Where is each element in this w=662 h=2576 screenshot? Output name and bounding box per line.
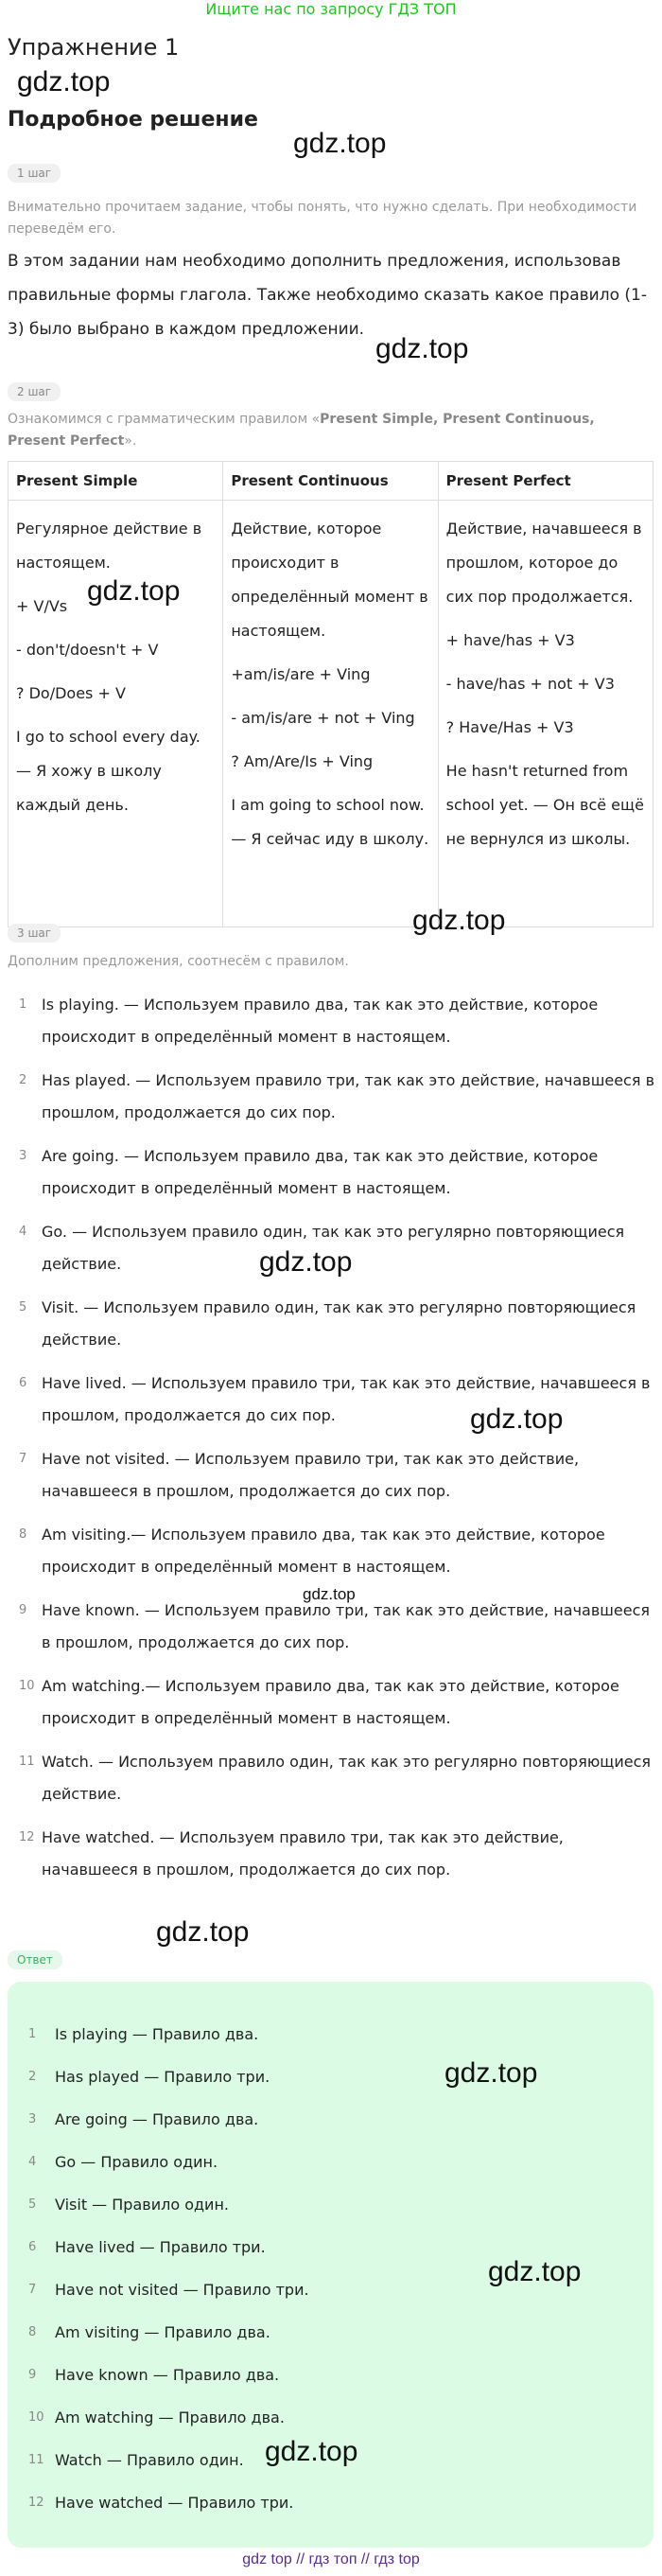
list-item: 1 Is playing. — Используем правило два, так как это действие, которое происходит в определённый момент в настоящем. (19, 996, 599, 1046)
step-3-hint: Дополним предложения, соотнесём с правилом. (8, 954, 349, 969)
rule-question: ? Am/Are/Is + Ving (231, 752, 374, 770)
rule-example: He hasn't returned from school yet. — Он всё ещё не вернулся из школы. (445, 762, 644, 848)
answer-text: Has played — Правило три. (55, 2068, 270, 2086)
step-1-text: В этом задании нам необходимо дополнить предложения, использовав правильные формы глагола. Также необходимо сказать какое правило (1-3) было выбрано в каждом предложении. (8, 252, 647, 339)
rule-description: Действие, начавшееся в прошлом, которое до сих пор продолжается. (445, 520, 642, 606)
watermark: gdz.top (444, 2057, 538, 2089)
watermark: gdz.top (87, 575, 181, 607)
solution-text: Visit. — Используем правило один, так как это регулярно повторяющиеся действие. (42, 1298, 636, 1349)
grammar-rules-table (8, 461, 653, 927)
step-1-badge: 1 шаг (8, 164, 61, 183)
rule-example: I go to school every day. — Я хожу в школу каждый день. (16, 728, 200, 814)
step-2-hint-prefix: Ознакомимся с грамматическим правилом « (8, 412, 321, 427)
watermark: gdz.top (375, 333, 469, 364)
list-item: 3 Are going. — Используем правило два, так как это действие, которое происходит в определённый момент в настоящем. (19, 1147, 599, 1197)
watermark: gdz.top (265, 2436, 358, 2467)
present-simple-cell (9, 501, 223, 927)
rule-affirmative: + have/has + V3 (445, 631, 575, 649)
table-header-row (9, 462, 653, 501)
watermark: gdz.top (17, 66, 111, 97)
list-item: 1 Is playing — Правило два. (28, 2025, 259, 2043)
list-item: 9 Have known — Правило два. (28, 2366, 280, 2384)
list-item: 8 Am visiting.— Используем правило два, так как это действие, которое происходит в определённый момент в настоящем. (19, 1526, 605, 1576)
header-present-simple: Present Simple (9, 462, 223, 501)
step-2-hint (8, 409, 654, 452)
watermark: gdz.top (470, 1403, 564, 1435)
rule-example: I am going to school now. — Я сейчас иду в школу. (231, 796, 429, 848)
watermark: gdz.top (156, 1916, 250, 1948)
step-3 (8, 923, 654, 943)
watermark: gdz.top (412, 905, 506, 936)
solution-list (8, 989, 654, 1897)
list-item: 6 Have lived — Правило три. (28, 2238, 266, 2256)
answer-badge: Ответ (8, 1950, 62, 1969)
watermark: gdz.top (259, 1246, 353, 1278)
exercise-title: Упражнение 1 (8, 34, 180, 61)
solution-text: Have not visited. — Используем правило три, так как это действие, начавшееся в прошлом, продолжается до сих пор. (42, 1450, 580, 1500)
solution-text: Am visiting.— Используем правило два, так как это действие, которое происходит в определённый момент в настоящем. (42, 1526, 605, 1576)
answer-text: Have watched — Правило три. (55, 2494, 294, 2512)
answer-text: Have lived — Правило три. (55, 2238, 266, 2256)
solution-text: Have lived. — Используем правило три, так как это действие, начавшееся в прошлом, продолжается до сих пор. (42, 1374, 651, 1424)
answer-text: Have known — Правило два. (55, 2366, 280, 2384)
step-1-hint: Внимательно прочитаем задание, чтобы понять, что нужно сделать. При необходимости переведём его. (8, 200, 637, 237)
list-item: 10 Am watching.— Используем правило два, так как это действие, которое происходит в определённый момент в настоящем. (19, 1677, 619, 1727)
watermark: gdz.top (303, 1585, 356, 1603)
rule-negative: - don't/doesn't + V (16, 641, 159, 659)
list-item: 5 Visit — Правило один. (28, 2196, 229, 2214)
answer-section (8, 1950, 654, 1969)
list-item: 2 Has played. — Используем правило три, так как это действие, начавшееся в прошлом, продолжается до сих пор. (19, 1071, 654, 1121)
list-item: 3 Are going — Правило два. (28, 2110, 259, 2128)
present-perfect-cell (438, 501, 653, 927)
solution-text: Are going. — Используем правило два, так как это действие, которое происходит в определённый момент в настоящем. (42, 1147, 599, 1197)
list-item: 11 Watch. — Используем правило один, так как это регулярно повторяющиеся действие. (19, 1753, 652, 1803)
rule-question: ? Do/Does + V (16, 684, 126, 702)
answer-text: Go — Правило один. (55, 2153, 218, 2171)
list-item: 6 Have lived. — Используем правило три, так как это действие, начавшееся в прошлом, продолжается до сих пор. (19, 1374, 651, 1424)
answer-text: Watch — Правило один. (55, 2451, 244, 2469)
solution-text: Have known. — Используем правило три, так как это действие, начавшееся в прошлом, продолжается до сих пор. (42, 1601, 650, 1651)
answer-text: Visit — Правило один. (55, 2196, 229, 2214)
rule-affirmative: + V/Vs (16, 597, 68, 615)
table-row (9, 501, 653, 927)
list-item: 12 Have watched — Правило три. (28, 2494, 294, 2512)
rule-description: Регулярное действие в настоящем. (16, 520, 202, 572)
list-item: 4 Go. — Используем правило один, так как это регулярно повторяющиеся действие. (19, 1223, 625, 1273)
watermark: gdz.top (293, 128, 387, 159)
header-present-perfect: Present Perfect (438, 462, 653, 501)
step-2 (8, 381, 654, 401)
list-item: 4 Go — Правило один. (28, 2153, 218, 2171)
solution-text: Am watching.— Используем правило два, так как это действие, которое происходит в определённый момент в настоящем. (42, 1677, 619, 1727)
list-item: 9 Have known. — Используем правило три, так как это действие, начавшееся в прошлом, продолжается до сих пор. (19, 1601, 650, 1651)
list-item: 11 Watch — Правило один. (28, 2451, 244, 2469)
step-3-badge: 3 шаг (8, 924, 61, 943)
answer-text: Have not visited — Правило три. (55, 2281, 309, 2299)
step-2-hint-bold: Present Simple, Present Continuous, Present Perfect (8, 412, 595, 449)
list-item: 5 Visit. — Используем правило один, так как это регулярно повторяющиеся действие. (19, 1298, 636, 1349)
answer-text: Am watching — Правило два. (55, 2408, 285, 2426)
list-item: 10 Am watching — Правило два. (28, 2408, 285, 2426)
answer-text: Am visiting — Правило два. (55, 2323, 270, 2341)
solution-text: Is playing. — Используем правило два, так как это действие, которое происходит в определённый момент в настоящем. (42, 996, 599, 1046)
step-1 (8, 163, 654, 183)
list-item: 7 Have not visited — Правило три. (28, 2281, 309, 2299)
rule-negative: - am/is/are + not + Ving (231, 709, 415, 727)
footer-links[interactable]: gdz top // гдз топ // гдз top (242, 2551, 420, 2567)
rule-description: Действие, которое происходит в определённый момент в настоящем. (231, 520, 428, 640)
present-continuous-cell (223, 501, 438, 927)
step-2-badge: 2 шаг (8, 382, 61, 401)
solution-text: Have watched. — Используем правило три, так как это действие, начавшееся в прошлом, продолжается до сих пор. (42, 1828, 564, 1879)
watermark: gdz.top (488, 2256, 582, 2287)
answer-text: Are going — Правило два. (55, 2110, 259, 2128)
solution-title: Подробное решение (8, 108, 258, 132)
rule-negative: - have/has + not + V3 (445, 675, 615, 693)
list-item: 2 Has played — Правило три. (28, 2068, 270, 2086)
answer-text: Is playing — Правило два. (55, 2025, 259, 2043)
solution-text: Has played. — Используем правило три, так как это действие, начавшееся в прошлом, продолжается до сих пор. (42, 1071, 654, 1121)
list-item: 8 Am visiting — Правило два. (28, 2323, 270, 2341)
header-present-continuous: Present Continuous (223, 462, 438, 501)
list-item: 7 Have not visited. — Используем правило три, так как это действие, начавшееся в прошлом, продолжается до сих пор. (19, 1450, 580, 1500)
step-2-hint-suffix: ». (124, 433, 137, 449)
rule-affirmative: +am/is/are + Ving (231, 665, 371, 683)
answer-box (8, 1982, 653, 2548)
search-banner: Ищите нас по запросу ГДЗ ТОП (205, 0, 457, 18)
rule-question: ? Have/Has + V3 (445, 718, 574, 736)
list-item: 12 Have watched. — Используем правило три, так как это действие, начавшееся в прошлом, продолжается до сих пор. (19, 1828, 564, 1879)
solution-text: Watch. — Используем правило один, так как это регулярно повторяющиеся действие. (42, 1753, 652, 1803)
solution-text: Go. — Используем правило один, так как это регулярно повторяющиеся действие. (42, 1223, 625, 1273)
